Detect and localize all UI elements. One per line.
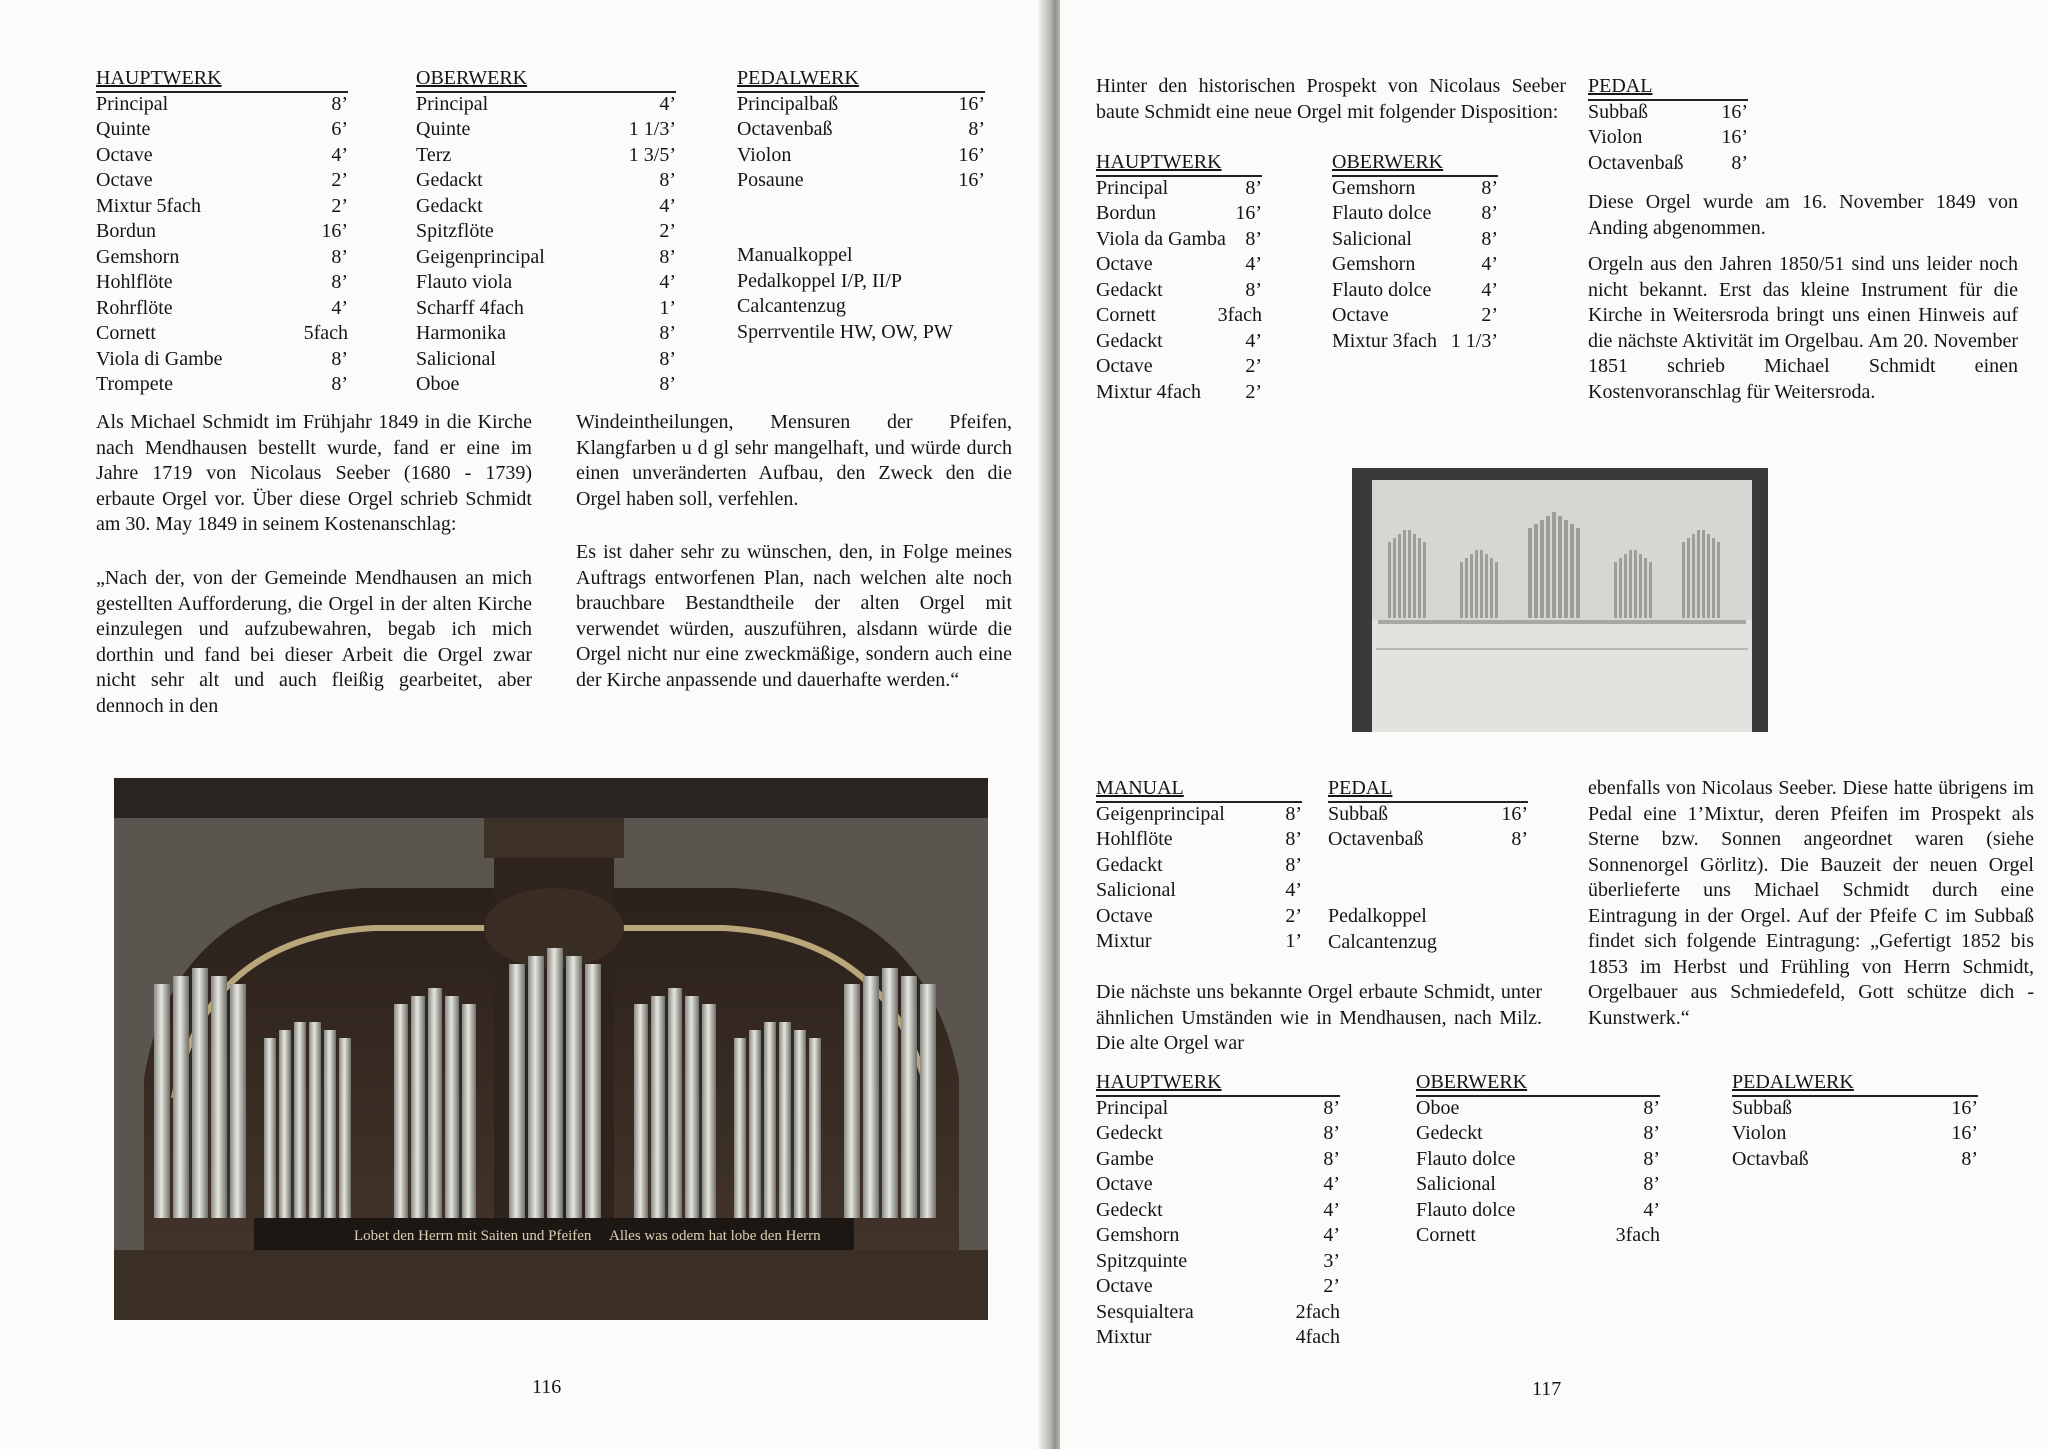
stoplist-title: HAUPTWERK bbox=[1096, 1071, 1222, 1093]
stop-size: 8’ bbox=[659, 347, 676, 370]
quote-kostenanschlag: „Nach der, von der Gemeinde Mendhausen an mich gestellten Aufforderung, die Orgel in der alten Kirche einzulegen und aufzubewahren, begab ich mich dorthin und fand bei dieser Arbeit die Orgel zwar nicht sehr alt und auch fleißig gearbeitet, aber dennoch in den bbox=[96, 567, 532, 717]
stop-size: 8’ bbox=[1323, 1147, 1340, 1170]
stop-row bbox=[1096, 201, 1262, 227]
stoplist-title: OBERWERK bbox=[1332, 151, 1444, 173]
stop-row bbox=[416, 270, 676, 296]
coupler-item: Pedalkoppel bbox=[1328, 905, 1427, 927]
stop-size: 8’ bbox=[331, 245, 348, 268]
stop-name: Violon bbox=[1732, 1122, 1787, 1144]
stop-size: 16’ bbox=[321, 220, 348, 242]
stop-size: 4’ bbox=[331, 143, 348, 166]
stop-size: 16’ bbox=[958, 92, 985, 115]
stop-size: 1 1/3’ bbox=[1450, 329, 1498, 352]
stop-name: Subbaß bbox=[1588, 100, 1648, 123]
stop-size: 4’ bbox=[659, 194, 676, 217]
stop-size: 8’ bbox=[1481, 227, 1498, 250]
stop-name: Quinte bbox=[416, 118, 471, 140]
paragraph-seeber-sonnen: ebenfalls von Nicolaus Seeber. Diese hatte übrigens im Pedal eine 1’Mixtur, deren Pfeifen im Prospekt als Sterne bzw. Sonnen angeordnet waren (siehe Sonnenorgel Görlitz). Die Bauzeit der neuen Orgel überlieferte uns Michael Schmidt durch eine Eintragung in der Orgel. Auf der Pfeife C im Subbaß findet sich folgende Eintragung: „Gefertigt 1852 bis 1853 im Herbst und Frühling von Herrn Schmidt, Orgelbauer aus Schmiedefeld, Gott schütze dich - Kunstwerk.“ bbox=[1588, 777, 2034, 1029]
stop-row bbox=[1328, 802, 1528, 828]
coupler-item: Calcantenzug bbox=[1328, 930, 1437, 953]
stop-size: 8’ bbox=[659, 169, 676, 191]
stop-size: 2’ bbox=[1245, 355, 1262, 377]
stop-name: Mixtur bbox=[1096, 930, 1152, 952]
stop-name: Gemshorn bbox=[1332, 176, 1416, 199]
stop-name: Spitzflöte bbox=[416, 220, 494, 242]
stop-name: Rohrflöte bbox=[96, 296, 173, 319]
stop-row bbox=[1096, 1147, 1340, 1173]
stop-name: Octave bbox=[96, 169, 153, 191]
stop-row bbox=[96, 321, 348, 347]
stop-name: Geigenprincipal bbox=[1096, 802, 1225, 825]
stop-size: 16’ bbox=[958, 169, 985, 191]
coupler-item: Pedalkoppel I/P, II/P bbox=[737, 269, 902, 292]
stop-row bbox=[1332, 303, 1498, 329]
stop-name: Octave bbox=[1096, 355, 1153, 377]
intro-disposition: Hinter den historischen Prospekt von Nicolaus Seeber baute Schmidt eine neue Orgel mit folgender Disposition: bbox=[1096, 75, 1566, 123]
stop-size: 2’ bbox=[659, 220, 676, 242]
stop-row bbox=[1332, 201, 1498, 227]
stop-name: Oboe bbox=[1416, 1096, 1460, 1119]
stop-size: 4’ bbox=[1643, 1198, 1660, 1221]
stop-size: 4’ bbox=[1323, 1224, 1340, 1246]
stoplist-title: HAUPTWERK bbox=[96, 67, 222, 89]
stop-row bbox=[1416, 1121, 1660, 1147]
stop-size: 2’ bbox=[1285, 904, 1302, 927]
stop-name: Bordun bbox=[1096, 202, 1156, 224]
stop-size: 8’ bbox=[331, 92, 348, 115]
stop-row bbox=[1096, 878, 1302, 904]
stop-row bbox=[416, 92, 676, 118]
stop-name: Terz bbox=[416, 143, 452, 166]
stop-size: 2’ bbox=[1245, 380, 1262, 403]
stop-size: 8’ bbox=[1481, 202, 1498, 224]
stop-name: Octave bbox=[1332, 304, 1389, 326]
stop-name: Posaune bbox=[737, 169, 804, 191]
stop-size: 16’ bbox=[1235, 202, 1262, 224]
stop-row bbox=[96, 143, 348, 169]
stop-name: Violon bbox=[737, 143, 792, 166]
stop-row bbox=[96, 117, 348, 143]
stop-row bbox=[1416, 1198, 1660, 1224]
stop-size: 4’ bbox=[1245, 329, 1262, 352]
stop-name: Violon bbox=[1588, 126, 1643, 148]
stoplist-title: PEDALWERK bbox=[1732, 1071, 1854, 1093]
stop-size: 4’ bbox=[1245, 253, 1262, 275]
stop-name: Principal bbox=[1096, 1096, 1169, 1119]
coupler-item: Sperrventile HW, OW, PW bbox=[737, 320, 953, 343]
stop-name: Mixtur bbox=[1096, 1326, 1152, 1348]
stop-size: 6’ bbox=[331, 118, 348, 140]
stop-name: Octave bbox=[1096, 1275, 1153, 1297]
stop-name: Octavenbaß bbox=[1588, 151, 1684, 174]
stop-row bbox=[1096, 1223, 1340, 1249]
stop-row bbox=[96, 219, 348, 245]
stop-size: 8’ bbox=[659, 322, 676, 344]
stop-row bbox=[1332, 278, 1498, 304]
photo-inscription-right: Alles was odem hat lobe den Herrn bbox=[609, 1228, 821, 1244]
stoplist-oberwerk-milz bbox=[1416, 1070, 1660, 1249]
stop-row bbox=[737, 117, 985, 143]
stop-name: Viola di Gambe bbox=[96, 347, 223, 370]
pedalwerk-extras bbox=[737, 243, 997, 345]
stop-name: Gedackt bbox=[1096, 853, 1163, 876]
stop-name: Salicional bbox=[1332, 227, 1412, 250]
stop-size: 4’ bbox=[1285, 879, 1302, 901]
stop-size: 8’ bbox=[1643, 1147, 1660, 1170]
stop-row bbox=[1096, 1300, 1340, 1326]
stop-name: Gedeckt bbox=[1096, 1122, 1163, 1144]
stoplist-pedal-weitersroda bbox=[1328, 776, 1528, 853]
stoplist-pedalwerk-milz bbox=[1732, 1070, 1978, 1172]
stop-row bbox=[1096, 1274, 1340, 1300]
stop-row bbox=[1096, 802, 1302, 828]
photo-weitersroda-organ bbox=[1352, 468, 1768, 732]
stop-size: 8’ bbox=[1245, 176, 1262, 199]
stop-row bbox=[96, 194, 348, 220]
stop-name: Oboe bbox=[416, 373, 460, 395]
stop-size: 8’ bbox=[1285, 853, 1302, 876]
stop-size: 8’ bbox=[659, 245, 676, 268]
stop-size: 8’ bbox=[331, 271, 348, 293]
stop-size: 16’ bbox=[1501, 802, 1528, 825]
stop-row bbox=[416, 245, 676, 271]
stop-size: 8’ bbox=[331, 347, 348, 370]
stop-row bbox=[96, 270, 348, 296]
stop-row bbox=[1096, 227, 1262, 253]
stop-size: 8’ bbox=[1285, 828, 1302, 850]
stop-name: Geigenprincipal bbox=[416, 245, 545, 268]
stop-row bbox=[1096, 1249, 1340, 1275]
stop-row bbox=[1328, 827, 1528, 853]
pedal-weitersroda-extras bbox=[1328, 904, 1528, 955]
stop-row bbox=[737, 143, 985, 169]
stop-size: 16’ bbox=[1951, 1122, 1978, 1144]
stoplist-title: MANUAL bbox=[1096, 777, 1184, 799]
stop-name: Principal bbox=[1096, 176, 1169, 199]
stop-row bbox=[1732, 1121, 1978, 1147]
stop-size: 8’ bbox=[331, 373, 348, 395]
stop-row bbox=[1096, 380, 1262, 406]
stop-name: Salicional bbox=[1416, 1173, 1496, 1195]
stop-row bbox=[96, 372, 348, 398]
paragraph-milz: Die nächste uns bekannte Orgel erbaute Schmidt, unter ähnlichen Umständen wie in Mendhausen, nach Milz. Die alte Orgel war bbox=[1096, 981, 1542, 1054]
stop-size: 3fach bbox=[1217, 304, 1262, 326]
stop-name: Gedackt bbox=[1096, 329, 1163, 352]
stop-row bbox=[1096, 1198, 1340, 1224]
stoplist-oberwerk-1849 bbox=[1332, 150, 1498, 354]
stop-row bbox=[416, 194, 676, 220]
stop-row bbox=[1096, 1172, 1340, 1198]
stop-name: Flauto viola bbox=[416, 271, 513, 293]
stop-size: 8’ bbox=[1323, 1096, 1340, 1119]
stop-size: 16’ bbox=[1951, 1096, 1978, 1119]
stop-name: Cornett bbox=[1416, 1224, 1476, 1246]
stop-size: 4’ bbox=[1323, 1198, 1340, 1221]
stop-size: 4’ bbox=[1481, 278, 1498, 301]
stop-size: 1 1/3’ bbox=[628, 118, 676, 140]
stop-name: Scharff 4fach bbox=[416, 296, 524, 319]
stop-row bbox=[1096, 303, 1262, 329]
stop-size: 8’ bbox=[968, 118, 985, 140]
stop-size: 8’ bbox=[1245, 278, 1262, 301]
stop-row bbox=[1416, 1096, 1660, 1122]
stop-name: Flauto dolce bbox=[1416, 1147, 1516, 1170]
stop-size: 8’ bbox=[1731, 151, 1748, 174]
stop-name: Octave bbox=[1096, 1173, 1153, 1195]
stop-name: Principal bbox=[96, 92, 169, 115]
stop-name: Flauto dolce bbox=[1416, 1198, 1516, 1221]
paragraph-anding: Diese Orgel wurde am 16. November 1849 von Anding abgenommen. bbox=[1588, 191, 2018, 239]
stop-name: Octave bbox=[1096, 904, 1153, 927]
stop-row bbox=[1332, 176, 1498, 202]
stop-name: Principalbaß bbox=[737, 92, 839, 115]
stop-name: Subbaß bbox=[1732, 1096, 1792, 1119]
stop-row bbox=[96, 245, 348, 271]
stop-row bbox=[1096, 278, 1262, 304]
stop-row bbox=[1096, 1096, 1340, 1122]
stop-name: Mixtur 3fach bbox=[1332, 329, 1437, 352]
stop-row bbox=[1096, 929, 1302, 955]
stop-size: 1’ bbox=[1285, 930, 1302, 952]
stoplist-pedal-1849 bbox=[1588, 74, 1748, 176]
stop-size: 2fach bbox=[1295, 1300, 1340, 1323]
page-number-116: 116 bbox=[532, 1376, 562, 1398]
stop-row bbox=[1588, 100, 1748, 126]
stoplist-hauptwerk bbox=[96, 66, 348, 398]
coupler-item: Calcantenzug bbox=[737, 295, 846, 317]
stop-size: 1’ bbox=[659, 296, 676, 319]
paragraph-windeintheilungen: Windeintheilungen, Mensuren der Pfeifen, Klangfarben u d gl sehr mangelhaft, und würde durch einen unveränderten Aufbau, den Zweck den die Orgel haben soll, verfehlen. bbox=[576, 411, 1012, 510]
stop-name: Gedeckt bbox=[1096, 1198, 1163, 1221]
stop-row bbox=[1332, 329, 1498, 355]
stop-name: Gambe bbox=[1096, 1147, 1154, 1170]
stop-name: Gedackt bbox=[1096, 278, 1163, 301]
stop-size: 4’ bbox=[659, 92, 676, 115]
stoplist-manual-weitersroda bbox=[1096, 776, 1302, 955]
stop-name: Viola da Gamba bbox=[1096, 227, 1226, 250]
paragraph-wuenschen: Es ist daher sehr zu wünschen, den, in Folge meines Auftrags entworfenen Plan, nach welchen alte noch brauchbare Bestandtheile der alten Orgel mit verwendet würden, auszuführen, alsdann würde die Orgel nicht nur eine zweckmäßige, sondern auch eine der Kirche anpassende und dauerhafte werden.“ bbox=[576, 541, 1012, 691]
organ-case-illustration bbox=[114, 778, 988, 1320]
photo-inscription-left: Lobet den Herrn mit Saiten und Pfeifen bbox=[354, 1228, 592, 1244]
stop-name: Gedeckt bbox=[1416, 1122, 1483, 1144]
paragraph-schmidt-1849: Als Michael Schmidt im Frühjahr 1849 in die Kirche nach Mendhausen bestellt wurde, fand er eine im Jahre 1719 von Nicolaus Seeber (1680 - 1739) erbaute Orgel vor. Über diese Orgel schrieb Schmidt am 30. May 1849 in seinem Kostenanschlag: bbox=[96, 411, 532, 535]
stop-name: Quinte bbox=[96, 118, 151, 140]
stoplist-hauptwerk-1849 bbox=[1096, 150, 1262, 405]
stop-name: Octavbaß bbox=[1732, 1147, 1809, 1170]
stop-row bbox=[1096, 354, 1262, 380]
stop-row bbox=[1416, 1172, 1660, 1198]
stop-row bbox=[416, 168, 676, 194]
stop-name: Octavenbaß bbox=[1328, 828, 1424, 850]
stop-name: Gedackt bbox=[416, 194, 483, 217]
stop-row bbox=[1732, 1147, 1978, 1173]
stop-name: Octavenbaß bbox=[737, 118, 833, 140]
stoplist-title: PEDAL bbox=[1328, 777, 1393, 799]
stop-name: Subbaß bbox=[1328, 802, 1388, 825]
stop-size: 3’ bbox=[1323, 1249, 1340, 1272]
stop-name: Cornett bbox=[1096, 304, 1156, 326]
stop-name: Flauto dolce bbox=[1332, 202, 1432, 224]
stop-size: 3fach bbox=[1615, 1224, 1660, 1246]
stop-name: Octave bbox=[96, 143, 153, 166]
stop-size: 2’ bbox=[1323, 1275, 1340, 1297]
stop-name: Gemshorn bbox=[1096, 1224, 1180, 1246]
stop-size: 2’ bbox=[1481, 304, 1498, 326]
stop-row bbox=[1588, 151, 1748, 177]
stop-name: Hohlflöte bbox=[1096, 828, 1173, 850]
stop-name: Spitzquinte bbox=[1096, 1249, 1188, 1272]
stop-size: 8’ bbox=[1511, 828, 1528, 850]
stop-size: 4’ bbox=[659, 271, 676, 293]
photo-seeber-organ bbox=[114, 778, 988, 1320]
stop-row bbox=[416, 143, 676, 169]
stop-row bbox=[96, 92, 348, 118]
stop-row bbox=[1332, 227, 1498, 253]
stop-row bbox=[1096, 329, 1262, 355]
stop-name: Mixtur 4fach bbox=[1096, 380, 1201, 403]
stoplist-oberwerk bbox=[416, 66, 676, 398]
stop-size: 8’ bbox=[1643, 1173, 1660, 1195]
stop-name: Cornett bbox=[96, 322, 156, 344]
stop-name: Flauto dolce bbox=[1332, 278, 1432, 301]
small-organ-illustration bbox=[1352, 468, 1768, 732]
stop-row bbox=[1416, 1223, 1660, 1249]
stop-name: Gedackt bbox=[416, 169, 483, 191]
stop-size: 4fach bbox=[1295, 1326, 1340, 1348]
stop-row bbox=[416, 117, 676, 143]
stop-size: 5fach bbox=[303, 322, 348, 344]
stop-size: 16’ bbox=[1721, 126, 1748, 148]
stoplist-title: PEDAL bbox=[1588, 75, 1653, 97]
stop-size: 8’ bbox=[1961, 1147, 1978, 1170]
stop-row bbox=[416, 219, 676, 245]
paragraph-weitersroda: Orgeln aus den Jahren 1850/51 sind uns leider noch nicht bekannt. Erst das kleine Instrument für die Kirche in Weitersroda bringt uns einen Hinweis auf die nächste Aktivität im Orgelbau. Am 20. November 1851 schrieb Michael Schmidt einen Kostenvoranschlag für Weitersroda. bbox=[1588, 253, 2018, 403]
stop-size: 16’ bbox=[958, 143, 985, 166]
stop-name: Principal bbox=[416, 92, 489, 115]
stop-size: 1 3/5’ bbox=[628, 143, 676, 166]
stop-size: 8’ bbox=[1323, 1122, 1340, 1144]
stop-row bbox=[1096, 1325, 1340, 1351]
stop-size: 2’ bbox=[331, 194, 348, 217]
stop-row bbox=[1096, 252, 1262, 278]
stop-name: Sesquialtera bbox=[1096, 1300, 1194, 1323]
stoplist-title: PEDALWERK bbox=[737, 67, 859, 89]
stop-row bbox=[1096, 827, 1302, 853]
stop-size: 16’ bbox=[1721, 100, 1748, 123]
stop-name: Trompete bbox=[96, 373, 174, 395]
stoplist-hauptwerk-milz bbox=[1096, 1070, 1340, 1351]
stop-row bbox=[1096, 1121, 1340, 1147]
stop-row bbox=[1096, 904, 1302, 930]
stop-row bbox=[416, 296, 676, 322]
stop-name: Harmonika bbox=[416, 322, 506, 344]
stop-size: 4’ bbox=[1323, 1173, 1340, 1195]
stop-row bbox=[737, 168, 985, 194]
stop-name: Bordun bbox=[96, 220, 156, 242]
stoplist-title: HAUPTWERK bbox=[1096, 151, 1222, 173]
stop-name: Gemshorn bbox=[1332, 253, 1416, 275]
coupler-item: Manualkoppel bbox=[737, 244, 853, 266]
stop-row bbox=[416, 347, 676, 373]
stoplist-title: OBERWERK bbox=[416, 67, 528, 89]
stop-row bbox=[737, 92, 985, 118]
stop-size: 4’ bbox=[331, 296, 348, 319]
stop-row bbox=[416, 321, 676, 347]
stop-row bbox=[1096, 853, 1302, 879]
stop-name: Salicional bbox=[1096, 879, 1176, 901]
stop-row bbox=[1416, 1147, 1660, 1173]
page-117 bbox=[1060, 0, 2048, 1449]
stop-size: 2’ bbox=[331, 169, 348, 191]
stop-row bbox=[1732, 1096, 1978, 1122]
stop-row bbox=[416, 372, 676, 398]
stoplist-title: OBERWERK bbox=[1416, 1071, 1528, 1093]
stop-name: Hohlflöte bbox=[96, 271, 173, 293]
stop-name: Gemshorn bbox=[96, 245, 180, 268]
stop-row bbox=[1332, 252, 1498, 278]
stop-size: 4’ bbox=[1481, 253, 1498, 275]
stop-size: 8’ bbox=[1481, 176, 1498, 199]
stop-row bbox=[96, 347, 348, 373]
stop-size: 8’ bbox=[1245, 227, 1262, 250]
stop-name: Mixtur 5fach bbox=[96, 194, 201, 217]
stop-size: 8’ bbox=[659, 373, 676, 395]
stop-row bbox=[96, 296, 348, 322]
stop-size: 8’ bbox=[1643, 1096, 1660, 1119]
stop-size: 8’ bbox=[1285, 802, 1302, 825]
stop-row bbox=[96, 168, 348, 194]
stop-size: 8’ bbox=[1643, 1122, 1660, 1144]
stop-row bbox=[1096, 176, 1262, 202]
stoplist-pedalwerk bbox=[737, 66, 985, 194]
stop-name: Salicional bbox=[416, 347, 496, 370]
page-number-117: 117 bbox=[1532, 1378, 1562, 1400]
stop-row bbox=[1588, 125, 1748, 151]
stop-name: Octave bbox=[1096, 253, 1153, 275]
